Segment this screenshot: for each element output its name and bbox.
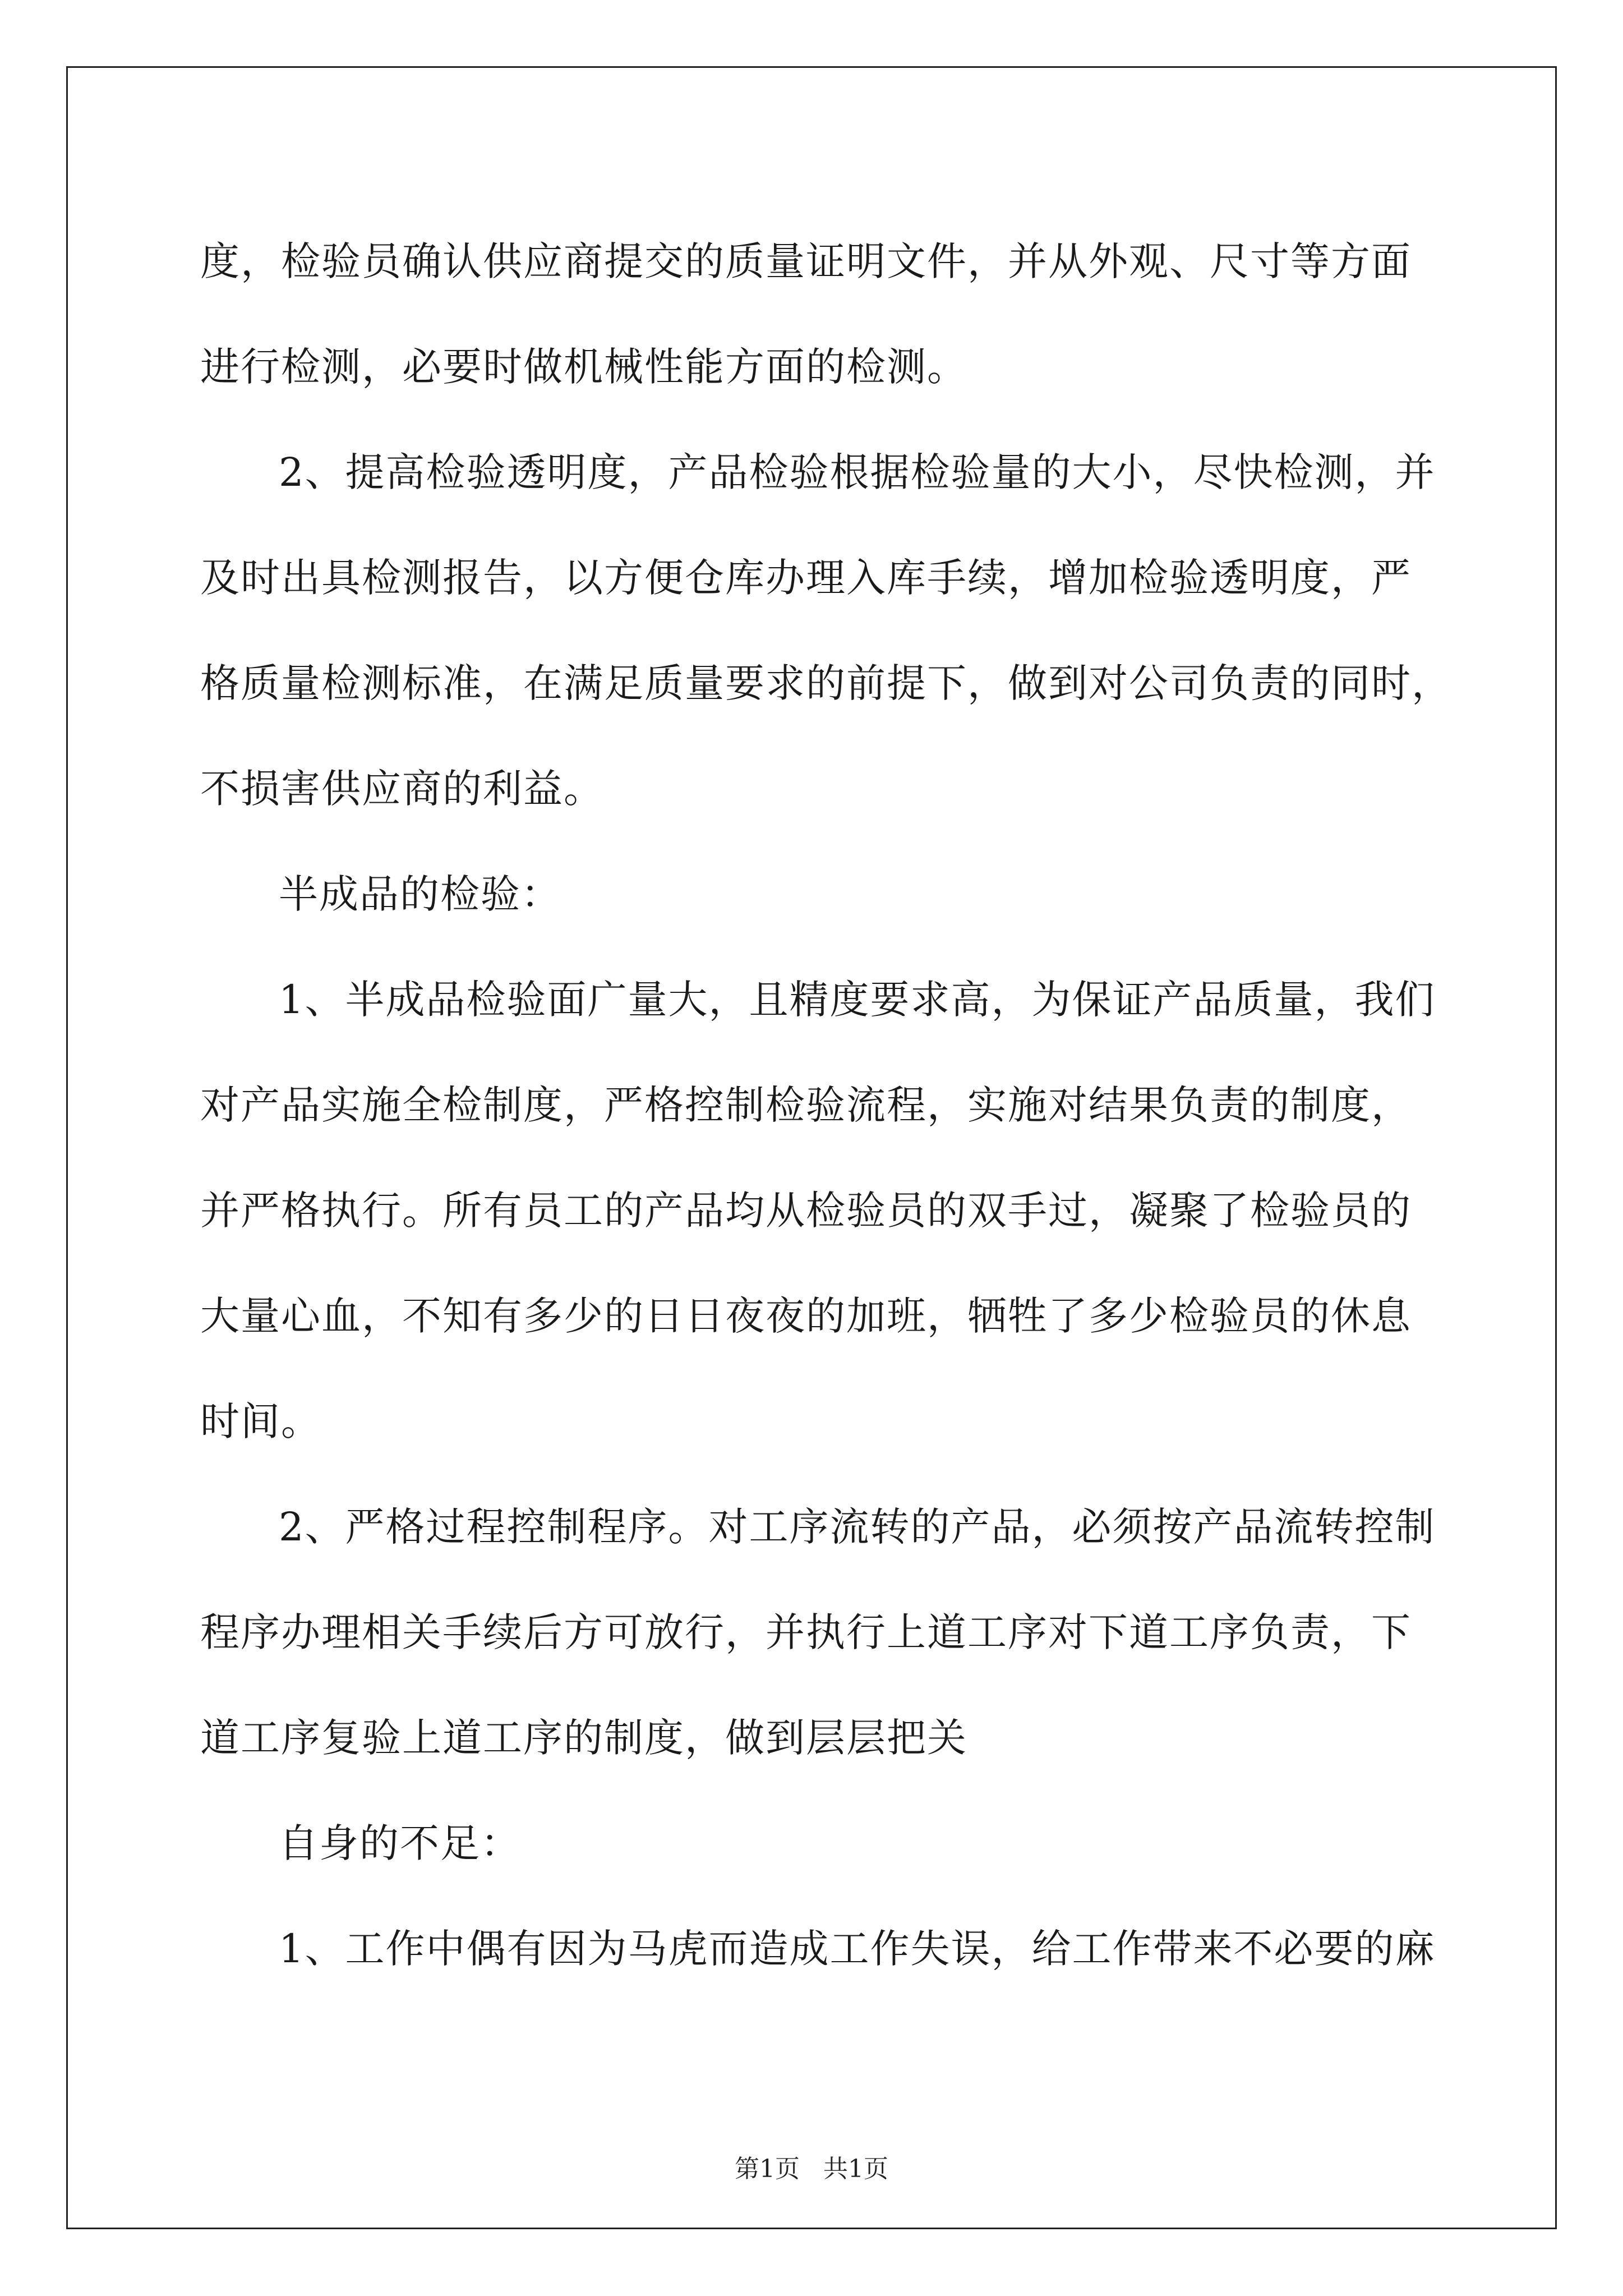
text-line: 及时出具检测报告，以方便仓库办理入库手续，增加检验透明度，严: [200, 555, 1412, 601]
text-line: 对产品实施全检制度，严格控制检验流程，实施对结果负责的制度，: [200, 1082, 1412, 1128]
text-line: 不损害供应商的利益。: [200, 766, 604, 812]
text-line: 2、严格过程控制程序。对工序流转的产品，必须按产品流转控制: [279, 1504, 1436, 1550]
text-line: 程序办理相关手续后方可放行，并执行上道工序对下道工序负责，下: [200, 1609, 1412, 1655]
paragraph: [200, 420, 1451, 841]
paragraph: [200, 209, 1451, 420]
paragraph: [200, 1791, 1451, 1896]
text-line: 道工序复验上道工序的制度，做到层层把关: [200, 1715, 967, 1761]
text-line: 进行检测，必要时做机械性能方面的检测。: [200, 344, 967, 390]
document-body: [200, 209, 1451, 2001]
paragraph: [200, 841, 1451, 947]
text-line: 半成品的检验：: [279, 871, 561, 917]
paragraph: [200, 1474, 1451, 1791]
text-line: 并严格执行。所有员工的产品均从检验员的双手过，凝聚了检验员的: [200, 1188, 1412, 1234]
page-footer: 第1页 共1页: [735, 2155, 888, 2183]
text-line: 格质量检测标准，在满足质量要求的前提下，做到对公司负责的同时，: [200, 660, 1452, 706]
paragraph: [200, 947, 1451, 1474]
paragraph: [200, 1896, 1451, 2001]
text-line: 2、提高检验透明度，产品检验根据检验量的大小，尽快检测，并: [279, 449, 1436, 495]
text-line: 1、工作中偶有因为马虎而造成工作失误，给工作带来不必要的麻: [279, 1926, 1436, 1972]
text-line: 自身的不足：: [279, 1820, 521, 1866]
text-line: 1、半成品检验面广量大，且精度要求高，为保证产品质量，我们: [279, 977, 1436, 1023]
text-line: 大量心血，不知有多少的日日夜夜的加班，牺牲了多少检验员的休息: [200, 1293, 1412, 1339]
text-line: 度，检验员确认供应商提交的质量证明文件，并从外观、尺寸等方面: [200, 238, 1412, 284]
text-line: 时间。: [200, 1398, 321, 1444]
